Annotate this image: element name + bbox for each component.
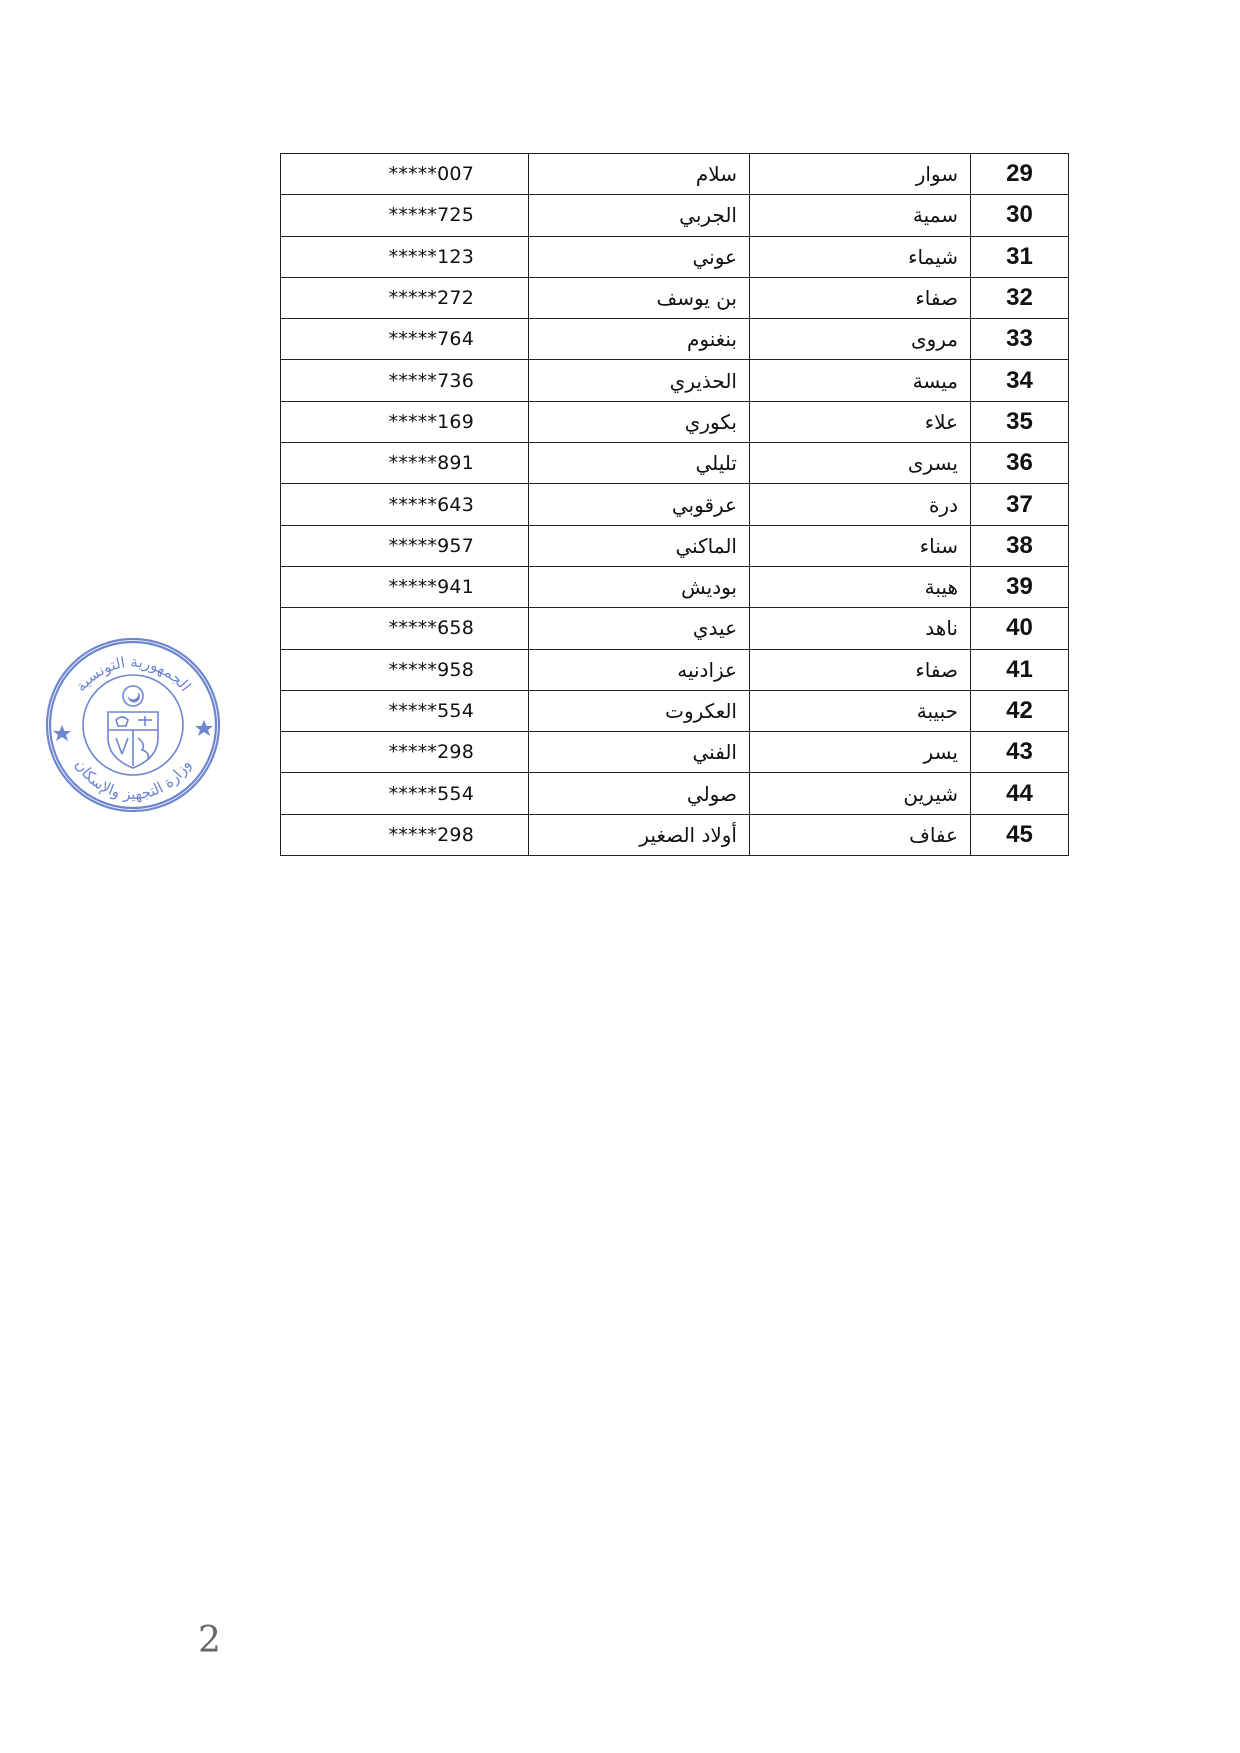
id-cell: *****764 — [281, 319, 529, 360]
row-number-cell: 33 — [971, 319, 1069, 360]
candidates-table — [280, 153, 1069, 856]
last-name-cell: بنغنوم — [529, 319, 750, 360]
table-row — [281, 277, 1069, 318]
id-cell: *****958 — [281, 649, 529, 690]
stamp-star-icon-left — [53, 725, 71, 741]
row-number-cell: 36 — [971, 443, 1069, 484]
table-row — [281, 608, 1069, 649]
official-stamp — [42, 634, 224, 816]
last-name-cell: سلام — [529, 154, 750, 195]
first-name-cell: صفاء — [750, 649, 971, 690]
stamp-star-icon-right — [195, 720, 213, 736]
id-cell: *****554 — [281, 690, 529, 731]
table-row — [281, 236, 1069, 277]
row-number-cell: 31 — [971, 236, 1069, 277]
id-cell: *****298 — [281, 814, 529, 855]
first-name-cell: سوار — [750, 154, 971, 195]
id-cell: *****891 — [281, 443, 529, 484]
table-row — [281, 773, 1069, 814]
row-number-cell: 29 — [971, 154, 1069, 195]
table-row — [281, 154, 1069, 195]
first-name-cell: هيبة — [750, 566, 971, 607]
last-name-cell: الجربي — [529, 195, 750, 236]
last-name-cell: أولاد الصغير — [529, 814, 750, 855]
last-name-cell: عزادنيه — [529, 649, 750, 690]
coat-of-arms-icon — [108, 686, 158, 768]
last-name-cell: بكوري — [529, 401, 750, 442]
last-name-cell: عوني — [529, 236, 750, 277]
table-row — [281, 443, 1069, 484]
table-row — [281, 360, 1069, 401]
row-number-cell: 38 — [971, 525, 1069, 566]
table-row — [281, 566, 1069, 607]
row-number-cell: 35 — [971, 401, 1069, 442]
last-name-cell: الفني — [529, 732, 750, 773]
id-cell: *****272 — [281, 277, 529, 318]
row-number-cell: 30 — [971, 195, 1069, 236]
last-name-cell: بن يوسف — [529, 277, 750, 318]
page-number: 2 — [198, 1620, 221, 1661]
row-number-cell: 40 — [971, 608, 1069, 649]
id-cell: *****957 — [281, 525, 529, 566]
id-cell: *****554 — [281, 773, 529, 814]
first-name-cell: سناء — [750, 525, 971, 566]
last-name-cell: الحذيري — [529, 360, 750, 401]
id-cell: *****123 — [281, 236, 529, 277]
first-name-cell: شيماء — [750, 236, 971, 277]
first-name-cell: ناهد — [750, 608, 971, 649]
last-name-cell: بوديش — [529, 566, 750, 607]
row-number-cell: 39 — [971, 566, 1069, 607]
id-cell: *****007 — [281, 154, 529, 195]
first-name-cell: سمية — [750, 195, 971, 236]
first-name-cell: مروى — [750, 319, 971, 360]
last-name-cell: العكروت — [529, 690, 750, 731]
row-number-cell: 45 — [971, 814, 1069, 855]
first-name-cell: صفاء — [750, 277, 971, 318]
table-row — [281, 525, 1069, 566]
table-row — [281, 649, 1069, 690]
first-name-cell: عفاف — [750, 814, 971, 855]
row-number-cell: 43 — [971, 732, 1069, 773]
table-row — [281, 319, 1069, 360]
id-cell: *****658 — [281, 608, 529, 649]
row-number-cell: 32 — [971, 277, 1069, 318]
table-row — [281, 195, 1069, 236]
last-name-cell: عيدي — [529, 608, 750, 649]
last-name-cell: الماكني — [529, 525, 750, 566]
id-cell: *****736 — [281, 360, 529, 401]
first-name-cell: حبيبة — [750, 690, 971, 731]
stamp-top-text: الجمهورية التونسية — [71, 652, 195, 695]
row-number-cell: 37 — [971, 484, 1069, 525]
id-cell: *****298 — [281, 732, 529, 773]
last-name-cell: تليلي — [529, 443, 750, 484]
row-number-cell: 42 — [971, 690, 1069, 731]
table-row — [281, 814, 1069, 855]
id-cell: *****941 — [281, 566, 529, 607]
last-name-cell: صولي — [529, 773, 750, 814]
table-row — [281, 690, 1069, 731]
first-name-cell: ميسة — [750, 360, 971, 401]
table-row — [281, 732, 1069, 773]
last-name-cell: عرقوبي — [529, 484, 750, 525]
stamp-bottom-text: وزارة التجهيز والإسكان — [71, 756, 195, 804]
id-cell: *****725 — [281, 195, 529, 236]
id-cell: *****643 — [281, 484, 529, 525]
table-row — [281, 401, 1069, 442]
first-name-cell: درة — [750, 484, 971, 525]
row-number-cell: 34 — [971, 360, 1069, 401]
row-number-cell: 44 — [971, 773, 1069, 814]
table-row — [281, 484, 1069, 525]
first-name-cell: شيرين — [750, 773, 971, 814]
row-number-cell: 41 — [971, 649, 1069, 690]
id-cell: *****169 — [281, 401, 529, 442]
table-body — [281, 154, 1069, 856]
first-name-cell: يسر — [750, 732, 971, 773]
first-name-cell: علاء — [750, 401, 971, 442]
first-name-cell: يسرى — [750, 443, 971, 484]
